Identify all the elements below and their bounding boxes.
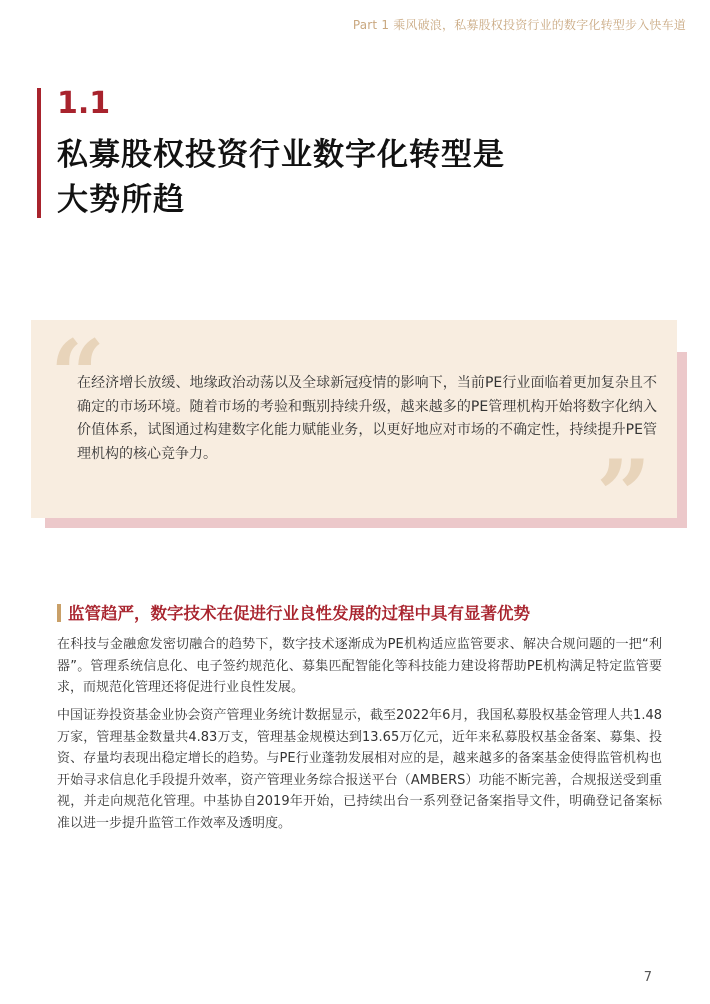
page-number: 7 — [643, 970, 652, 985]
section-title-accent-bar — [37, 88, 41, 218]
running-header: Part 1 乘风破浪，私募股权投资行业的数字化转型步入快车道 — [352, 18, 686, 32]
section-title-line-2: 大势所趋 — [57, 182, 185, 218]
section-title — [57, 133, 657, 223]
open-quote-icon: “ — [50, 319, 106, 432]
section-title-line-1: 私募股权投资行业数字化转型是 — [57, 137, 505, 173]
quote-text: 在经济增长放缓、地缘政治动荡以及全球新冠疫情的影响下，当前PE行业面临着更加复杂且不确定的市场环境。随着市场的考验和甄别持续升级，越来越多的PE管理机构开始将数字化纳入价值体系，试图通过构建数字化能力赋能业务，以更好地应对市场的不确定性，持续提升PE管理机构的核心竞争力。 — [77, 375, 657, 462]
body-paragraph: 在科技与金融愈发密切融合的趋势下，数字技术逐渐成为PE机构适应监管要求、解决合规问题的一把“利器”。管理系统信息化、电子签约规范化、募集匹配智能化等科技能力建设将帮助PE机构满足特定监管要求，而规范化管理还将促进行业良性发展。 — [57, 637, 662, 695]
section-number: 1.1 — [57, 86, 111, 121]
body-paragraph: 中国证券投资基金业协会资产管理业务统计数据显示，截至2022年6月，我国私募股权基金管理人共1.48万家，管理基金数量共4.83万支，管理基金规模达到13.65万亿元，近年来私募股权基金备案、募集、投资、存量均表现出稳定增长的趋势。与PE行业蓬勃发展相对应的是，越来越多的备案基金使得监管机构也开始寻求信息化手段提升效率，资产管理业务综合报送平台（AMBERS）功能不断完善，合规报送受到重视，并走向规范化管理。中基协自2019年开始，已持续出台一系列登记备案指导文件，明确登记备案标准以进一步提升监管工作效率及透明度。 — [57, 708, 662, 831]
subheading: 监管趋严，数字技术在促进行业良性发展的过程中具有显著优势 — [68, 604, 530, 623]
subheading-accent-bar — [57, 604, 61, 622]
close-quote-icon: ” — [596, 439, 652, 552]
